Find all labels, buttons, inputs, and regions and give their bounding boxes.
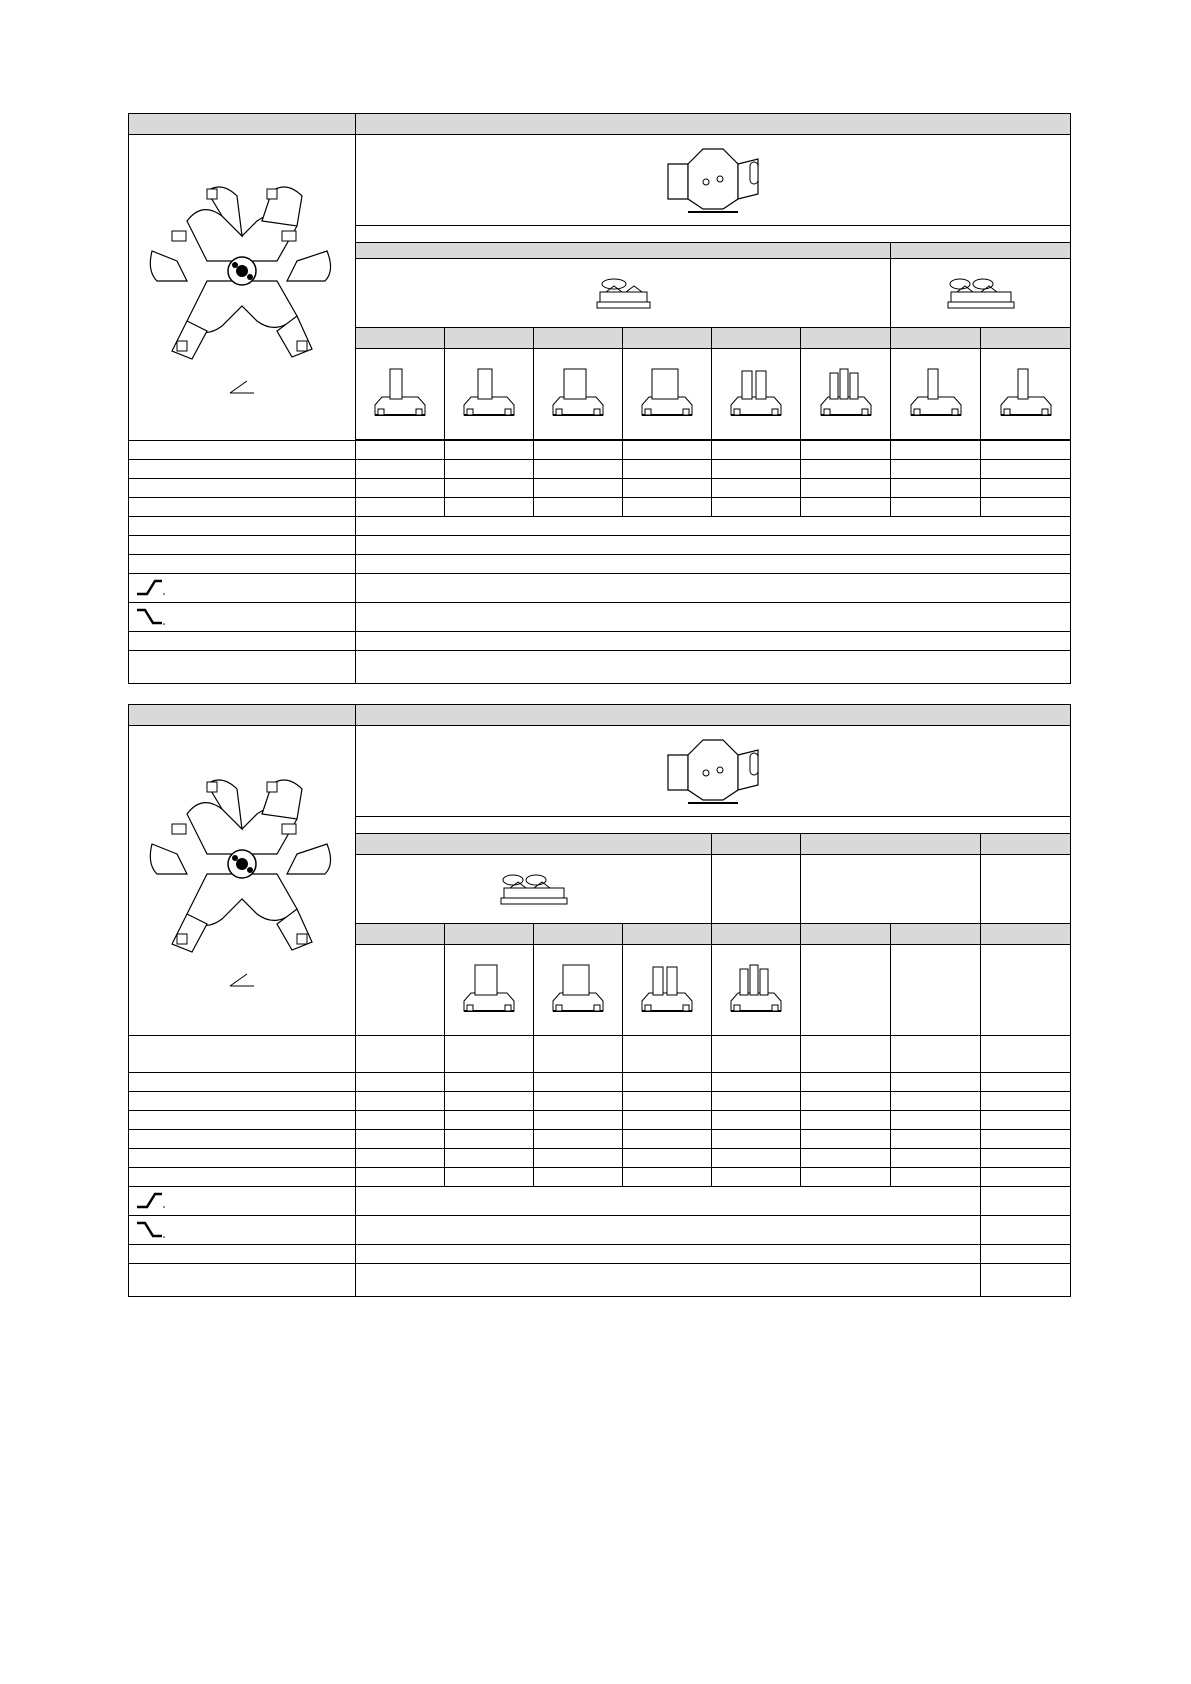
bucket-image-cell bbox=[356, 135, 1071, 226]
spec-row bbox=[129, 1216, 1071, 1245]
data-row bbox=[129, 1036, 1071, 1073]
adapter-image-1 bbox=[370, 367, 430, 421]
spec-value-cell bbox=[356, 574, 1071, 603]
spec-row bbox=[129, 517, 1071, 536]
adapter-header-7 bbox=[891, 924, 981, 945]
rotor-image-cell bbox=[129, 726, 356, 1036]
spec-value-cell bbox=[356, 1216, 981, 1245]
rotor-table-2 bbox=[128, 704, 1071, 1297]
spec-label-cell bbox=[129, 1245, 356, 1264]
adapter-header-8 bbox=[981, 328, 1071, 349]
adapter-header-8 bbox=[981, 924, 1071, 945]
carrier-header-c bbox=[801, 834, 981, 855]
adapter-image-3 bbox=[637, 963, 697, 1017]
carrier-header-a bbox=[356, 243, 891, 259]
row-label-cell bbox=[129, 498, 356, 517]
row-label-cell bbox=[129, 1092, 356, 1111]
adapter-header-3 bbox=[534, 924, 623, 945]
adapter-header-2 bbox=[445, 328, 534, 349]
spec-label-cell bbox=[129, 651, 356, 684]
adapter-image-3 bbox=[548, 367, 608, 421]
bucket-info-row bbox=[356, 817, 1071, 834]
carrier-image-a bbox=[498, 870, 570, 908]
spec-row bbox=[129, 1245, 1071, 1264]
bucket-header-cell bbox=[356, 705, 1071, 726]
adapter-image-5 bbox=[726, 367, 786, 421]
spec-value-cell bbox=[356, 603, 1071, 632]
spec-row bbox=[129, 603, 1071, 632]
adapter-header-3 bbox=[534, 328, 623, 349]
adapter-image-cell-1 bbox=[356, 349, 445, 440]
adapter-header-1 bbox=[356, 328, 445, 349]
spec-row bbox=[129, 632, 1071, 651]
carrier-image-cell-c bbox=[801, 855, 981, 924]
spec-row bbox=[129, 536, 1071, 555]
adapter-image-cell-5 bbox=[801, 945, 891, 1036]
spec-value-cell-extra bbox=[981, 1264, 1071, 1297]
data-row bbox=[129, 498, 1071, 517]
row-label-cell bbox=[129, 441, 356, 460]
deceleration-label-cell bbox=[129, 603, 356, 632]
adapter-image-cell-2 bbox=[534, 945, 623, 1036]
adapter-header-6 bbox=[801, 328, 891, 349]
spec-label-cell bbox=[129, 1264, 356, 1297]
adapter-image-cell-4 bbox=[623, 349, 712, 440]
bucket-image-cell bbox=[356, 726, 1071, 817]
spec-value-cell bbox=[356, 536, 1071, 555]
adapter-image-2 bbox=[548, 963, 608, 1017]
spec-row bbox=[129, 574, 1071, 603]
spec-value-cell bbox=[356, 1187, 981, 1216]
bucket-info-row bbox=[356, 226, 1071, 243]
data-row bbox=[129, 1149, 1071, 1168]
spec-value-cell-extra bbox=[981, 1216, 1071, 1245]
spec-row bbox=[129, 651, 1071, 684]
spec-label-cell bbox=[129, 632, 356, 651]
acceleration-ramp-icon bbox=[135, 578, 165, 596]
deceleration-ramp-icon bbox=[135, 607, 165, 625]
data-row bbox=[129, 479, 1071, 498]
carrier-image-cell-d bbox=[981, 855, 1071, 924]
data-row bbox=[129, 1092, 1071, 1111]
adapter-image-4 bbox=[726, 963, 786, 1017]
adapter-image-cell-6 bbox=[891, 945, 981, 1036]
spec-label-cell bbox=[129, 517, 356, 536]
carrier-image-b bbox=[945, 274, 1017, 312]
adapter-image-cell-4 bbox=[712, 945, 801, 1036]
carrier-image-cell-a bbox=[356, 855, 712, 924]
document-sheet bbox=[128, 113, 1070, 1297]
carrier-header-d bbox=[981, 834, 1071, 855]
data-row bbox=[129, 1073, 1071, 1092]
adapter-image-4 bbox=[637, 367, 697, 421]
deceleration-ramp-icon bbox=[135, 1220, 165, 1238]
row-label-cell bbox=[129, 479, 356, 498]
adapter-header-7 bbox=[891, 328, 981, 349]
adapter-image-7 bbox=[906, 367, 966, 421]
spec-value-cell bbox=[356, 651, 1071, 684]
angle-icon bbox=[227, 972, 257, 988]
spec-value-cell bbox=[356, 1264, 981, 1297]
data-row bbox=[129, 460, 1071, 479]
spec-value-cell bbox=[356, 632, 1071, 651]
spec-value-cell-extra bbox=[981, 1187, 1071, 1216]
acceleration-label-cell bbox=[129, 1187, 356, 1216]
row-label-cell bbox=[129, 1130, 356, 1149]
spec-value-cell bbox=[356, 1245, 981, 1264]
spec-label-cell bbox=[129, 555, 356, 574]
rotor-header-cell bbox=[129, 705, 356, 726]
acceleration-label-cell bbox=[129, 574, 356, 603]
adapter-header-5 bbox=[712, 328, 801, 349]
rotor-table-1 bbox=[128, 113, 1071, 684]
bucket-image bbox=[658, 735, 768, 807]
bucket-image bbox=[658, 144, 768, 216]
rotor-header-cell bbox=[129, 114, 356, 135]
adapter-image-cell-6 bbox=[801, 349, 891, 440]
adapter-image-cell-7 bbox=[981, 945, 1071, 1036]
adapter-image-cell-3 bbox=[623, 945, 712, 1036]
adapter-image-2 bbox=[459, 367, 519, 421]
carrier-image-cell-a bbox=[356, 259, 891, 328]
adapter-image-cell-1 bbox=[445, 945, 534, 1036]
adapter-image-cell-7 bbox=[891, 349, 981, 440]
adapter-image-cell-3 bbox=[534, 349, 623, 440]
carrier-header-b bbox=[891, 243, 1071, 259]
data-row bbox=[129, 1111, 1071, 1130]
data-row bbox=[129, 441, 1071, 460]
adapter-image-6 bbox=[816, 367, 876, 421]
spec-row bbox=[129, 1264, 1071, 1297]
row-label-cell bbox=[129, 1149, 356, 1168]
adapter-header-1 bbox=[356, 924, 445, 945]
carrier-image-a bbox=[592, 274, 654, 312]
adapter-image-cell-2 bbox=[445, 349, 534, 440]
rotor-image bbox=[147, 181, 337, 361]
adapter-image-1 bbox=[459, 963, 519, 1017]
row-label-cell bbox=[129, 1111, 356, 1130]
acceleration-ramp-icon bbox=[135, 1191, 165, 1209]
data-row bbox=[129, 1168, 1071, 1187]
carrier-header-a bbox=[356, 834, 712, 855]
adapter-header-2 bbox=[445, 924, 534, 945]
carrier-image-cell-b bbox=[712, 855, 801, 924]
rotor-image bbox=[147, 774, 337, 954]
spec-label-cell bbox=[129, 536, 356, 555]
rotor-image-cell bbox=[129, 135, 356, 441]
bucket-header-cell bbox=[356, 114, 1071, 135]
deceleration-label-cell bbox=[129, 1216, 356, 1245]
row-label-cell bbox=[129, 460, 356, 479]
row-label-cell bbox=[129, 1073, 356, 1092]
spec-row bbox=[129, 1187, 1071, 1216]
adapter-header-6 bbox=[801, 924, 891, 945]
adapter-header-5 bbox=[712, 924, 801, 945]
adapter-image-cell-5 bbox=[712, 349, 801, 440]
adapter-header-4 bbox=[623, 328, 712, 349]
carrier-image-cell-b bbox=[891, 259, 1071, 328]
row-label-cell bbox=[129, 1036, 356, 1073]
spec-value-cell bbox=[356, 555, 1071, 574]
row-label-cell bbox=[129, 1168, 356, 1187]
adapter-header-4 bbox=[623, 924, 712, 945]
adapter-image-8 bbox=[996, 367, 1056, 421]
spec-value-cell bbox=[356, 517, 1071, 536]
adapter-image-cell-8 bbox=[981, 349, 1071, 440]
spec-row bbox=[129, 555, 1071, 574]
data-row bbox=[129, 1130, 1071, 1149]
spec-value-cell-extra bbox=[981, 1245, 1071, 1264]
angle-icon bbox=[227, 379, 257, 395]
carrier-header-b bbox=[712, 834, 801, 855]
